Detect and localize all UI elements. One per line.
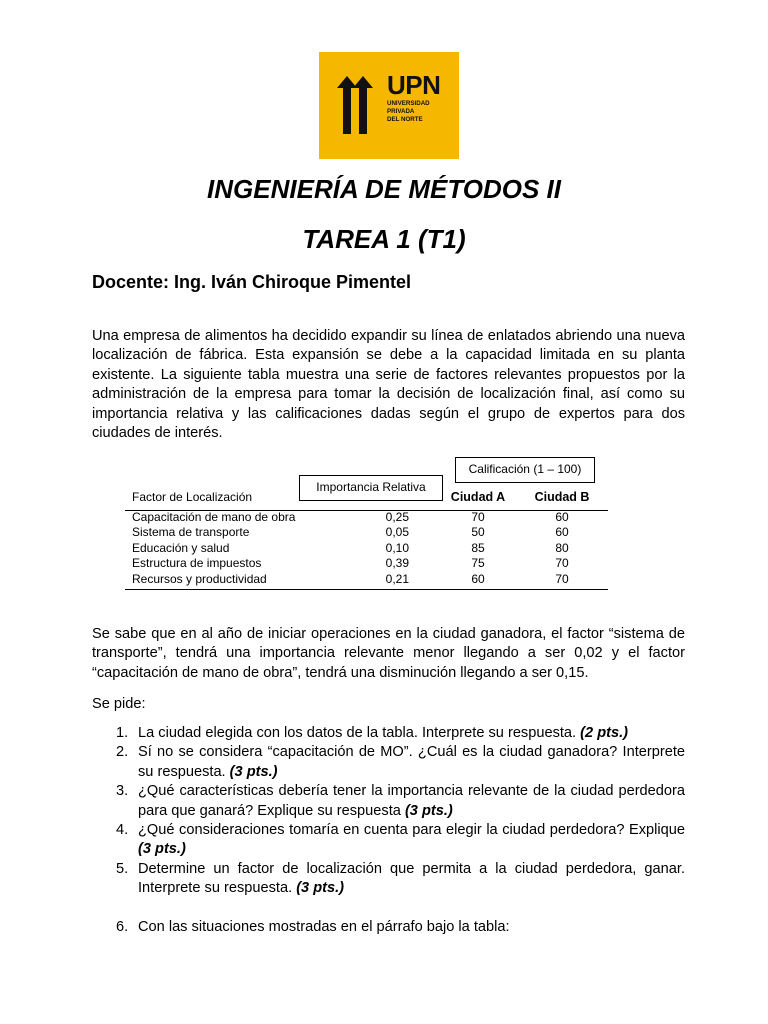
factor-cell: Capacitación de mano de obra [132,510,296,524]
ciudad-b-cell: 80 [555,540,569,555]
question-points: (3 pts.) [229,763,278,780]
list-item [92,860,685,899]
ciudad-a-cell: 70 [471,510,485,524]
table-row [125,572,608,587]
ciudad-a-cell: 85 [471,540,485,555]
list-item [92,782,685,821]
calificacion-header-box: Calificación (1 – 100) [455,457,595,483]
table-row [125,525,608,540]
factor-cell: Sistema de transporte [132,525,250,540]
ciudad-a-cell: 60 [471,571,485,586]
factor-cell: Educación y salud [132,540,230,555]
importancia-cell: 0,05 [385,525,409,540]
question-points: (3 pts.) [404,802,453,819]
question-text: La ciudad elegida con los datos de la tabla. Interprete su respuesta. [138,725,581,741]
table-body [125,510,608,587]
table-bottom-rule [125,589,608,590]
question-number: 6. [116,919,129,935]
importancia-cell: 0,21 [385,571,409,586]
factor-header: Factor de Localización [132,490,253,504]
question-number: 5. [116,860,129,877]
list-item [92,724,685,743]
ciudad-a-cell: 50 [471,525,485,540]
logo-text [387,72,440,123]
importancia-cell: 0,25 [385,510,409,524]
ciudad-a-cell: 75 [471,556,485,571]
question-number: 2. [116,744,129,761]
document-title: INGENIERÍA DE MÉTODOS II [207,174,561,204]
table-row [125,556,608,571]
table-row [125,510,608,525]
docente-line: Docente: Ing. Iván Chiroque Pimentel [92,272,412,292]
question-points: (2 pts.) [580,725,629,741]
importancia-cell: 0,39 [385,556,409,571]
list-item [92,821,685,860]
questions-list [92,724,685,899]
intro-paragraph: Una empresa de alimentos ha decidido expandir su línea de enlatados abriendo una nueva localización de fábrica. Esta expansión se debe a la capacidad limitada en su planta existente. La siguiente tabla muestra una serie de factores relevantes propuestos por la administración de la empresa para tomar la decisión de localización final, así como su importancia relativa y las calificaciones dadas según el grupo de expertos para dos ciudades de interés. [92,328,685,442]
logo-subtitle: UNIVERSIDAD PRIVADA DEL NORTE [387,100,430,123]
logo-brand: UPN [387,70,441,100]
importancia-cell: 0,10 [385,540,409,555]
question-text: Determine un factor de localización que permita a la ciudad perdedora, ganar. Interprete su respuesta. [138,860,685,897]
factor-cell: Recursos y productividad [132,571,267,586]
ciudad-b-cell: 70 [555,571,569,586]
table-row [125,541,608,556]
factor-cell: Estructura de impuestos [132,556,262,571]
context-paragraph: Se sabe que en al año de iniciar operaciones en la ciudad ganadora, el factor “sistema de transporte”, tendrá una importancia relevante menor llegando a ser 0,02 y el factor “capacitación de mano de obra”, tendrá una disminución llegando a ser 0,15. [92,626,685,681]
question-number: 4. [116,822,129,839]
ciudad-b-cell: 60 [555,525,569,540]
ciudad-b-cell: 60 [555,510,569,524]
document-subtitle: TAREA 1 (T1) [302,224,466,254]
question-points: (3 pts.) [296,880,345,897]
upn-logo [319,52,459,159]
se-pide-label: Se pide: [92,696,146,712]
question-text: Con las situaciones mostradas en el párrafo bajo la tabla: [138,919,510,935]
question-text: Sí no se considera “capacitación de MO”. ¿Cuál es la ciudad ganadora? Interprete su respuesta. [138,744,685,780]
question-number: 3. [116,783,129,800]
question-number: 1. [116,725,129,741]
question-text: ¿Qué consideraciones tomaría en cuenta para elegir la ciudad perdedora? Explique [138,822,685,839]
ciudad-b-header: Ciudad B [534,490,590,504]
ciudad-a-header: Ciudad A [450,490,506,504]
factors-table [125,455,608,593]
list-item [92,743,685,782]
ciudad-b-cell: 70 [555,556,569,571]
importancia-header-box: Importancia Relativa [299,475,443,501]
question-text: ¿Qué características debería tener la importancia relevante de la ciudad perdedora para que ganará? Explique su respuesta [138,783,685,819]
question-points: (3 pts.) [138,841,186,858]
